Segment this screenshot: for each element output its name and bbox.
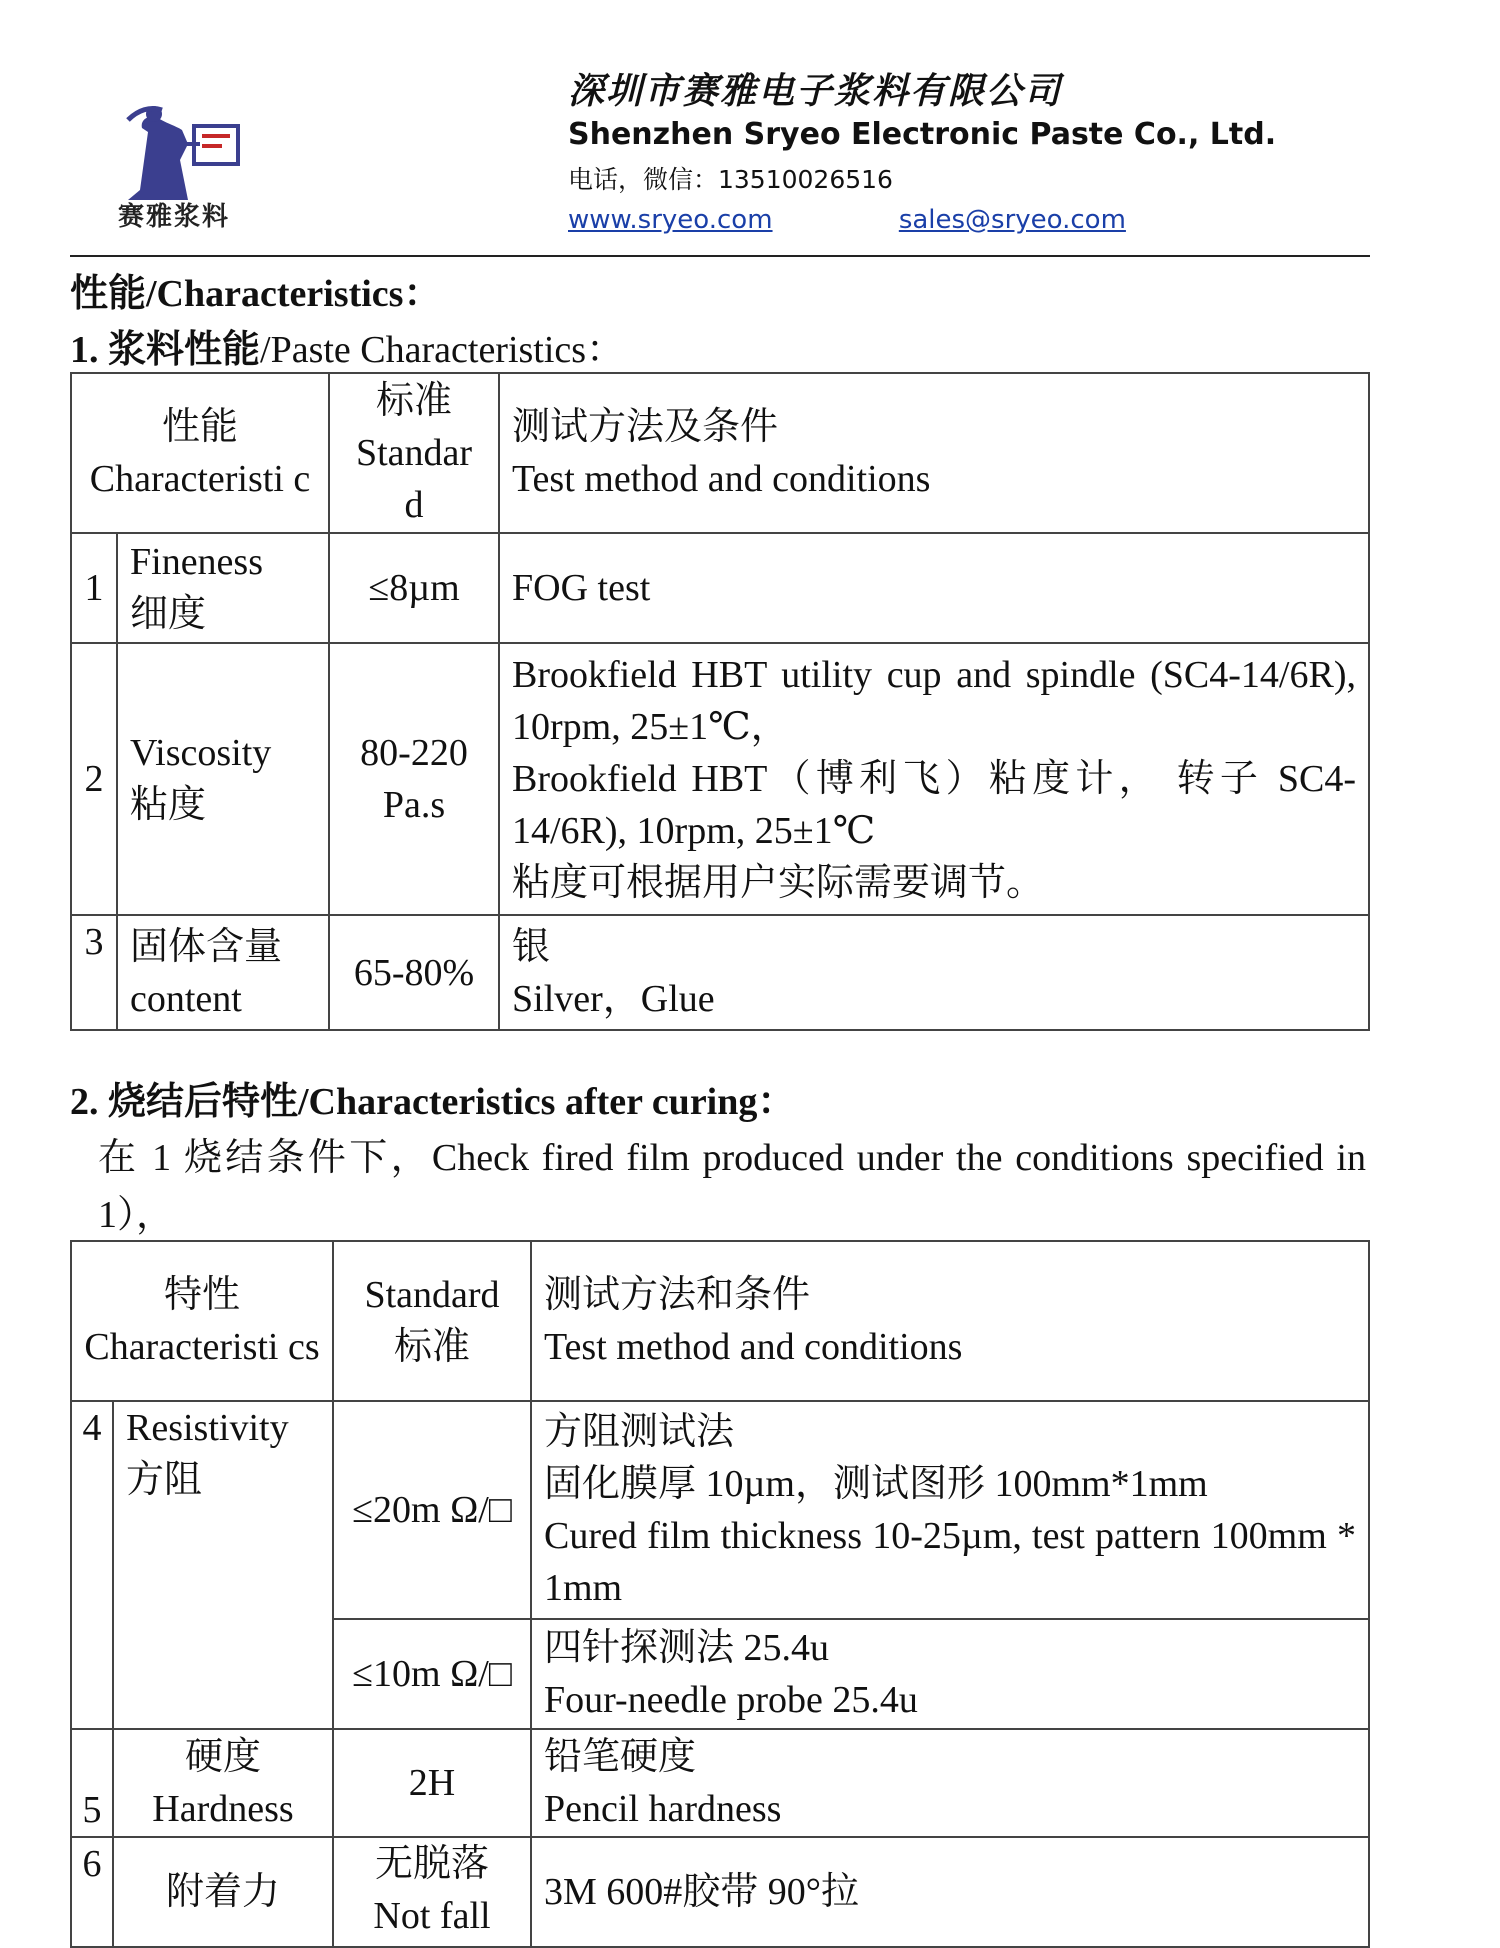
section-intro: 在 1 烧结条件下，Check fired film produced under the conditions specified in 1）， — [98, 1137, 1366, 1236]
section-title-zh: 浆料性能 — [108, 329, 261, 371]
company-phone: 电话，微信：13510026516 — [568, 165, 893, 194]
section-number: 1. — [70, 329, 99, 371]
table-header-row — [71, 1241, 1369, 1401]
header-test-method: 测试方法及条件 Test method and conditions — [499, 373, 1369, 533]
company-links — [568, 200, 1276, 240]
row-characteristic: 附着力 — [113, 1837, 333, 1947]
section-title-en: /Paste Characteristics： — [260, 329, 625, 371]
row-standard: 无脱落 Not fall — [333, 1837, 531, 1947]
table-row — [71, 533, 1369, 643]
row-standard: 2H — [333, 1729, 531, 1837]
row-standard: 65-80% — [329, 915, 499, 1030]
header-divider — [70, 255, 1370, 257]
table-row — [71, 1729, 1369, 1837]
table-row — [71, 643, 1369, 915]
section-heading-characteristics: 性能/Characteristics： — [70, 273, 442, 315]
paste-characteristics-table — [70, 372, 1370, 1031]
row-method: 四针探测法 25.4u Four-needle probe 25.4u — [531, 1619, 1369, 1729]
row-number: 1 — [71, 533, 117, 643]
header-test-method: 测试方法和条件 Test method and conditions — [531, 1241, 1369, 1401]
company-name-en: Shenzhen Sryeo Electronic Paste Co., Ltd. — [568, 117, 1277, 152]
row-characteristic: Viscosity 粘度 — [117, 643, 329, 915]
row-number: 5 — [71, 1729, 113, 1837]
logo-caption: 赛雅浆料 — [118, 202, 231, 231]
header-characteristic: 特性 Characteristi cs — [71, 1241, 333, 1401]
table-row — [71, 915, 1369, 1030]
curing-characteristics-table — [70, 1240, 1370, 1948]
row-number: 2 — [71, 643, 117, 915]
row-method: 铅笔硬度 Pencil hardness — [531, 1729, 1369, 1837]
company-name-cn: 深圳市赛雅电子浆料有限公司 — [568, 71, 1063, 112]
row-standard: ≤10m Ω/□ — [333, 1619, 531, 1729]
header-standard: Standard 标准 — [333, 1241, 531, 1401]
row-number: 4 — [71, 1401, 113, 1729]
row-number: 3 — [71, 915, 117, 1030]
row-characteristic: 固体含量 content — [117, 915, 329, 1030]
section-heading-after-curing: 2. 烧结后特性/Characteristics after curing： — [70, 1081, 796, 1123]
row-method: 银 Silver，Glue — [499, 915, 1369, 1030]
row-characteristic: Resistivity 方阻 — [113, 1401, 333, 1729]
row-standard: ≤8µm — [329, 533, 499, 643]
row-number: 6 — [71, 1837, 113, 1947]
row-standard: ≤20m Ω/□ — [333, 1401, 531, 1619]
table-row — [71, 1401, 1369, 1619]
website-link[interactable]: www.sryeo.com — [568, 205, 773, 235]
table-row — [71, 1837, 1369, 1947]
header-standard: 标准 Standar d — [329, 373, 499, 533]
row-method: Brookfield HBT utility cup and spindle (SC4-14/6R), 10rpm, 25±1℃， Brookfield HBT（博利飞）粘度计， 转子 SC4-14/6R), 10rpm, 25±1℃ 粘度可根据用户实际需要调节。 — [499, 643, 1369, 915]
row-characteristic: 硬度 Hardness — [113, 1729, 333, 1837]
header-characteristic: 性能 Characteristi c — [71, 373, 329, 533]
email-link[interactable]: sales@sryeo.com — [898, 205, 1126, 235]
row-characteristic: Fineness 细度 — [117, 533, 329, 643]
row-method: 方阻测试法 固化膜厚 10µm，测试图形 100mm*1mm Cured film thickness 10-25µm, test pattern 100mm * 1mm — [531, 1401, 1369, 1619]
table-header-row — [71, 373, 1369, 533]
row-standard: 80-220 Pa.s — [329, 643, 499, 915]
company-info — [568, 70, 1276, 240]
row-method: 3M 600#胶带 90°拉 — [531, 1837, 1369, 1947]
section-heading-paste — [70, 318, 624, 373]
row-method: FOG test — [499, 533, 1369, 643]
